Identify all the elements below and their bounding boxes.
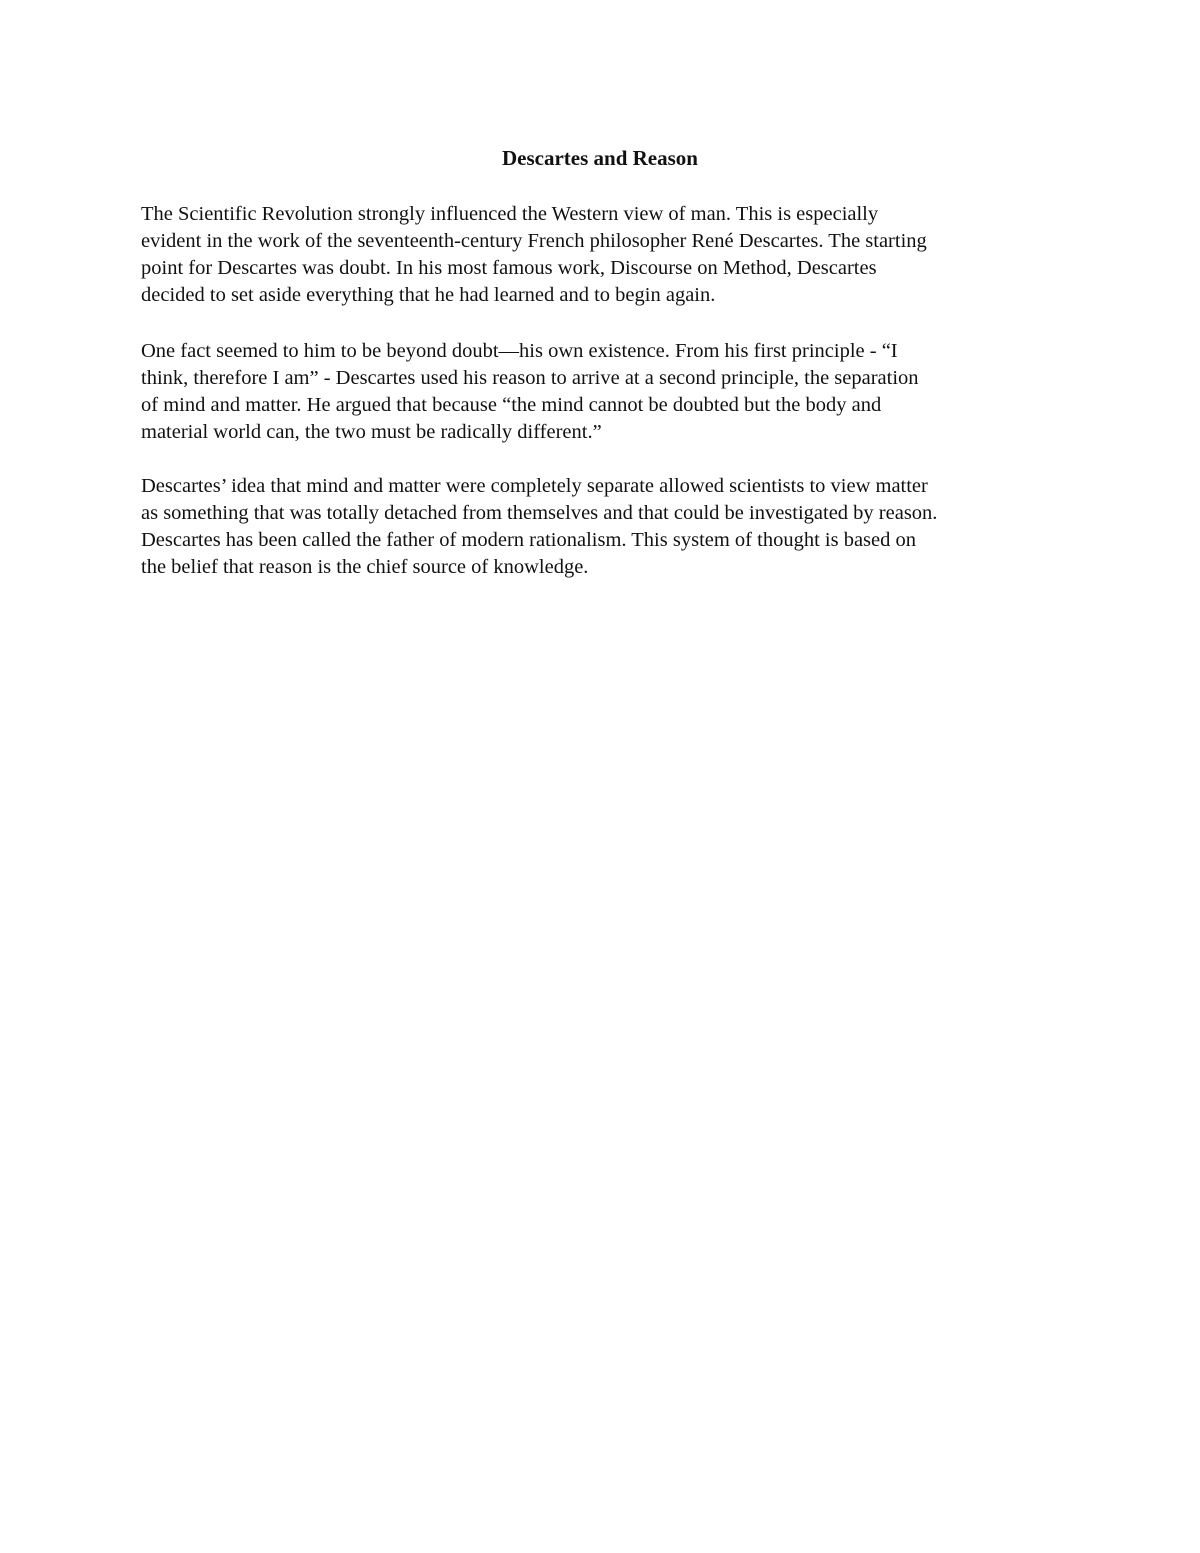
paragraph-line: think, therefore I am” - Descartes used his reason to arrive at a second principle, the separation: [141, 367, 919, 389]
document-title: Descartes and Reason: [502, 146, 698, 170]
paragraph-scientific-revolution: [141, 201, 1071, 309]
paragraph-line: One fact seemed to him to be beyond doubt—his own existence. From his first principle - “I: [141, 340, 898, 362]
paragraph-rationalism: [141, 473, 1071, 581]
paragraph-line: point for Descartes was doubt. In his most famous work, Discourse on Method, Descartes: [141, 257, 877, 279]
paragraph-first-principle: [141, 338, 1071, 446]
paragraph-line: evident in the work of the seventeenth-century French philosopher René Descartes. The starting: [141, 230, 927, 252]
paragraph-line: of mind and matter. He argued that because “the mind cannot be doubted but the body and: [141, 394, 882, 416]
paragraph-line: Descartes has been called the father of modern rationalism. This system of thought is based on: [141, 529, 916, 551]
paragraph-line: as something that was totally detached from themselves and that could be investigated by reason.: [141, 502, 938, 524]
paragraph-line: material world can, the two must be radically different.”: [141, 421, 602, 443]
paragraph-line: the belief that reason is the chief source of knowledge.: [141, 556, 589, 578]
paragraph-line: The Scientific Revolution strongly influenced the Western view of man. This is especially: [141, 203, 879, 225]
paragraph-line: decided to set aside everything that he had learned and to begin again.: [141, 284, 716, 306]
paragraph-line: Descartes’ idea that mind and matter were completely separate allowed scientists to view matter: [141, 475, 928, 497]
